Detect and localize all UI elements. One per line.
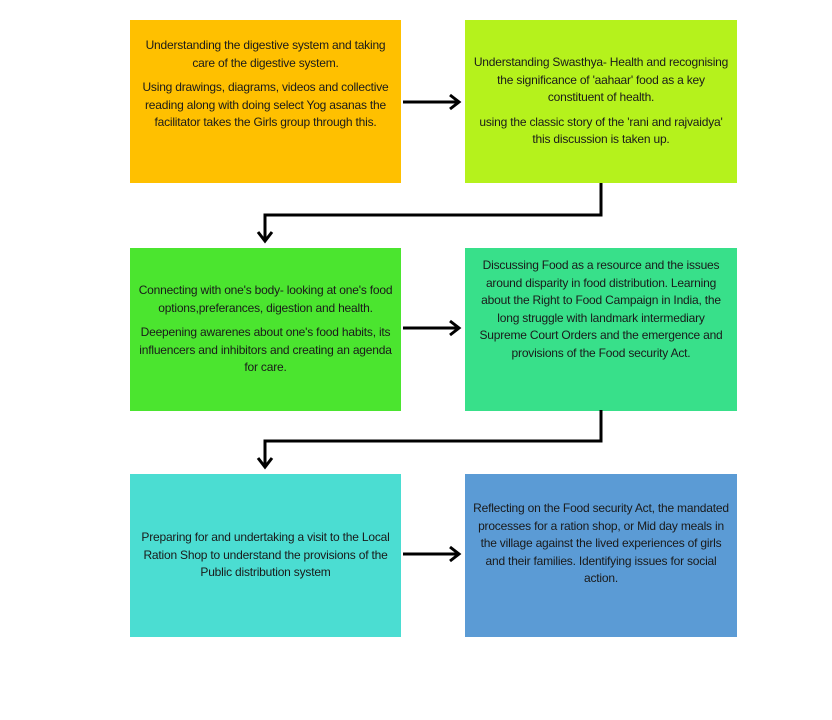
arrow-4-to-5 xyxy=(258,410,601,467)
step-5-text-1: Preparing for and undertaking a visit to the Local Ration Shop to understand the provisions of the Public distribution system xyxy=(141,530,390,580)
step-3-text-1: Connecting with one's body- looking at one's food options,preferances, digestion and health. xyxy=(138,283,393,315)
arrow-3-to-4 xyxy=(403,321,459,335)
step-4-text-1: Discussing Food as a resource and the issues around disparity in food distribution. Learning about the Right to Food Campaign in India, the long struggle with landmark intermediary Supreme Court Orders and the emergence and provisions of the Food security Act. xyxy=(479,258,723,360)
step-1-text-2: Using drawings, diagrams, videos and collective reading along with doing select Yog asanas the facilitator takes the Girls group through this. xyxy=(142,80,389,129)
step-3-text-2: Deepening awarenes about one's food habits, its influencers and inhibitors and creating an agenda for care. xyxy=(139,325,392,375)
arrow-5-to-6 xyxy=(403,547,459,561)
arrow-2-to-3 xyxy=(258,183,601,241)
step-2-text-1: Understanding Swasthya- Health and recognising the significance of 'aahaar' food as a key constituent of health. xyxy=(473,55,729,104)
step-2-text-2: using the classic story of the 'rani and rajvaidya' this discussion is taken up. xyxy=(479,114,723,146)
step-6-text-1: Reflecting on the Food security Act, the mandated processes for a ration shop, or Mid day meals in the village against the lived experiences of girls and their families. Identifying issues for social action. xyxy=(473,501,729,585)
arrow-1-to-2 xyxy=(403,95,459,109)
step-1-text-1: Understanding the digestive system and taking care of the digestive system. xyxy=(145,38,386,70)
